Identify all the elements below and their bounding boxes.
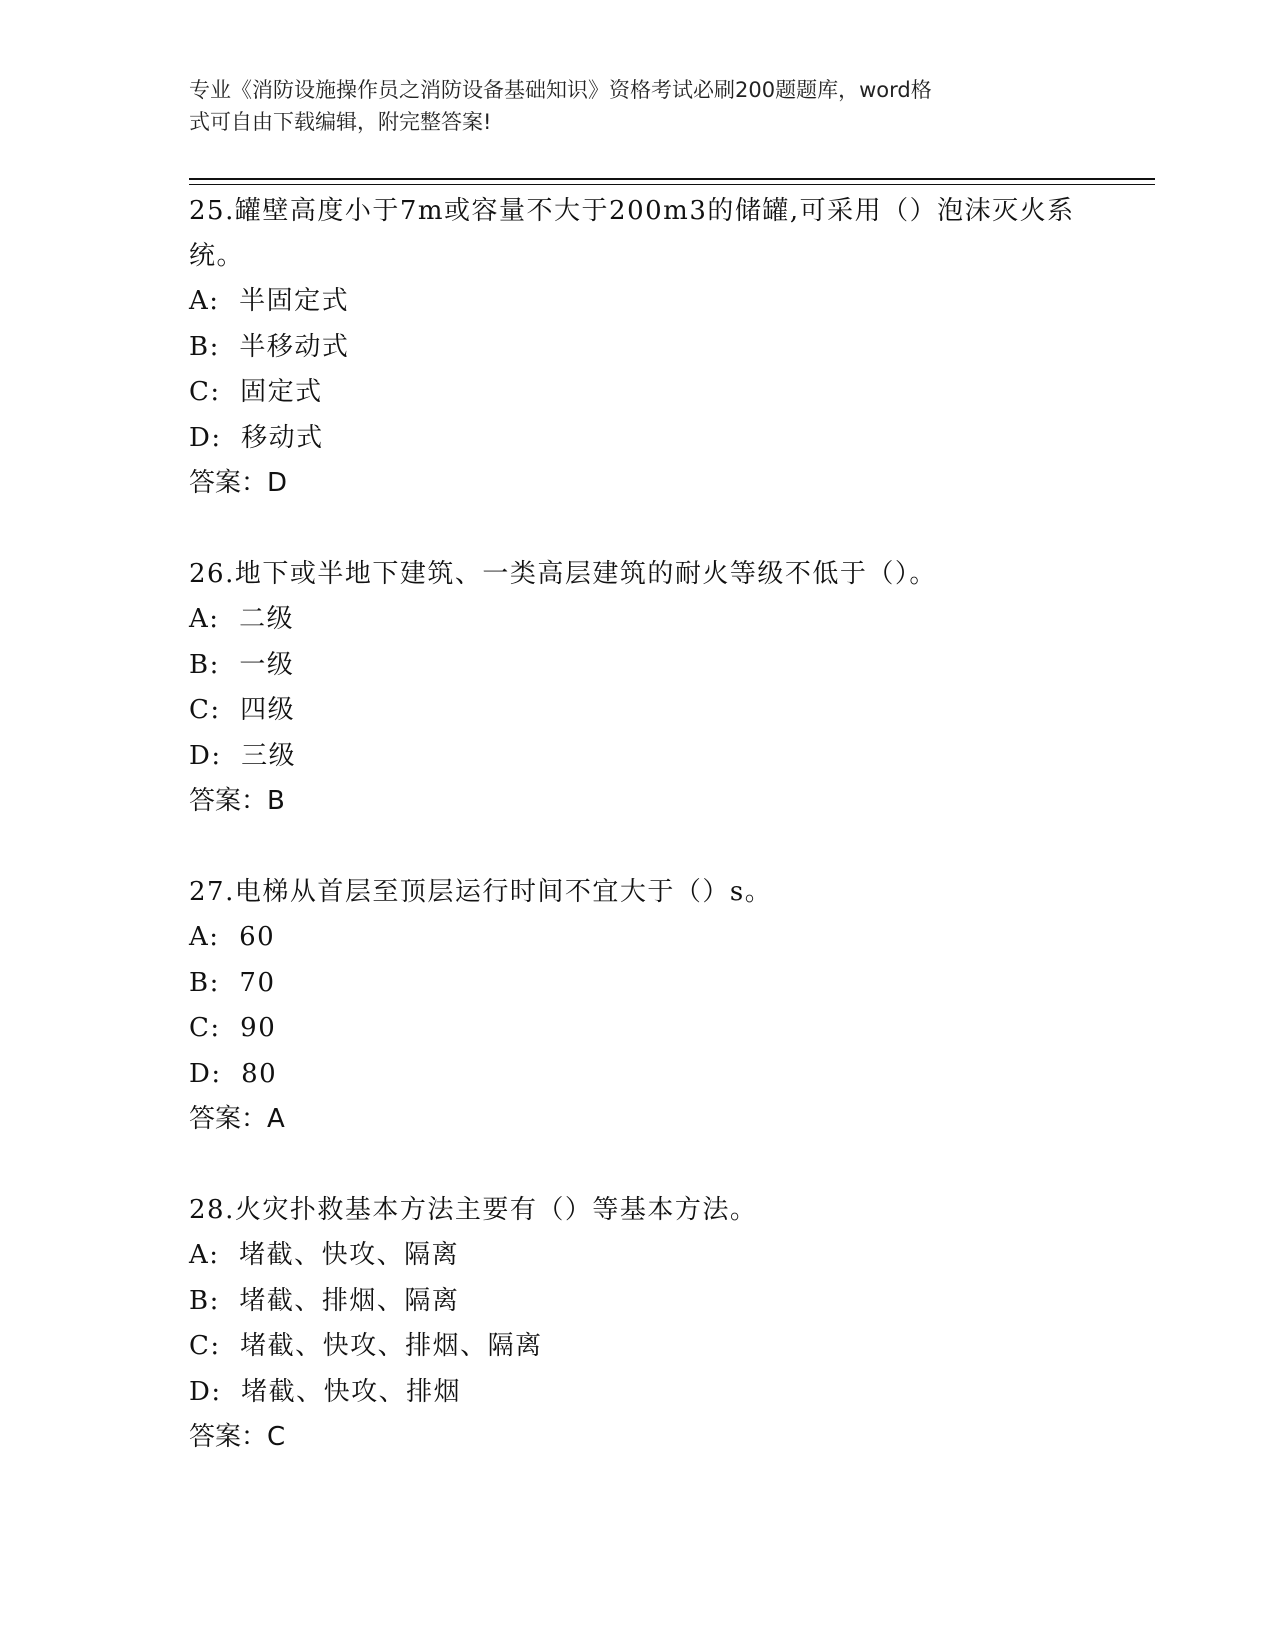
document-header [189,74,1069,138]
option-a: A: 二级 [189,604,295,634]
option-d: D: 堵截、快攻、排烟 [189,1376,462,1407]
question-25 [189,189,1089,506]
header-line-2: 式可自由下载编辑，附完整答案! [189,110,492,134]
option-c: C: 堵截、快攻、排烟、隔离 [189,1331,543,1361]
answer: 答案：C [189,1422,286,1452]
answer: 答案：D [189,468,288,498]
header-line-1: 专业《消防设施操作员之消防设备基础知识》资格考试必刷200题题库，word格 [189,78,932,102]
option-a: A: 堵截、快攻、隔离 [189,1240,460,1270]
question-27 [189,870,1089,1142]
option-b: B: 半移动式 [189,331,350,362]
option-c: C: 四级 [189,695,296,725]
option-d: D: 移动式 [189,422,324,453]
answer: 答案：A [189,1104,285,1134]
option-a: A: 半固定式 [189,286,350,316]
option-d: D: 三级 [189,740,297,771]
question-26 [189,552,1089,824]
question-stem: 25.罐壁高度小于7m或容量不大于200m3的储罐,可采用（）泡沫灭火系统。 [189,196,1075,271]
answer: 答案：B [189,786,285,816]
header-rule-thick [189,178,1155,180]
option-c: C: 固定式 [189,377,323,407]
option-b: B: 堵截、排烟、隔离 [189,1285,460,1316]
question-stem: 26.地下或半地下建筑、一类高层建筑的耐火等级不低于（）。 [189,559,937,589]
question-28 [189,1188,1089,1460]
option-a: A: 60 [189,922,276,952]
option-c: C: 90 [189,1013,277,1043]
header-rule-thin [189,184,1155,185]
option-b: B: 一级 [189,649,295,680]
option-d: D: 80 [189,1058,278,1089]
question-list [189,189,1089,1506]
question-stem: 27.电梯从首层至顶层运行时间不宜大于（）s。 [189,877,773,907]
question-stem: 28.火灾扑救基本方法主要有（）等基本方法。 [189,1195,758,1225]
option-b: B: 70 [189,967,276,998]
